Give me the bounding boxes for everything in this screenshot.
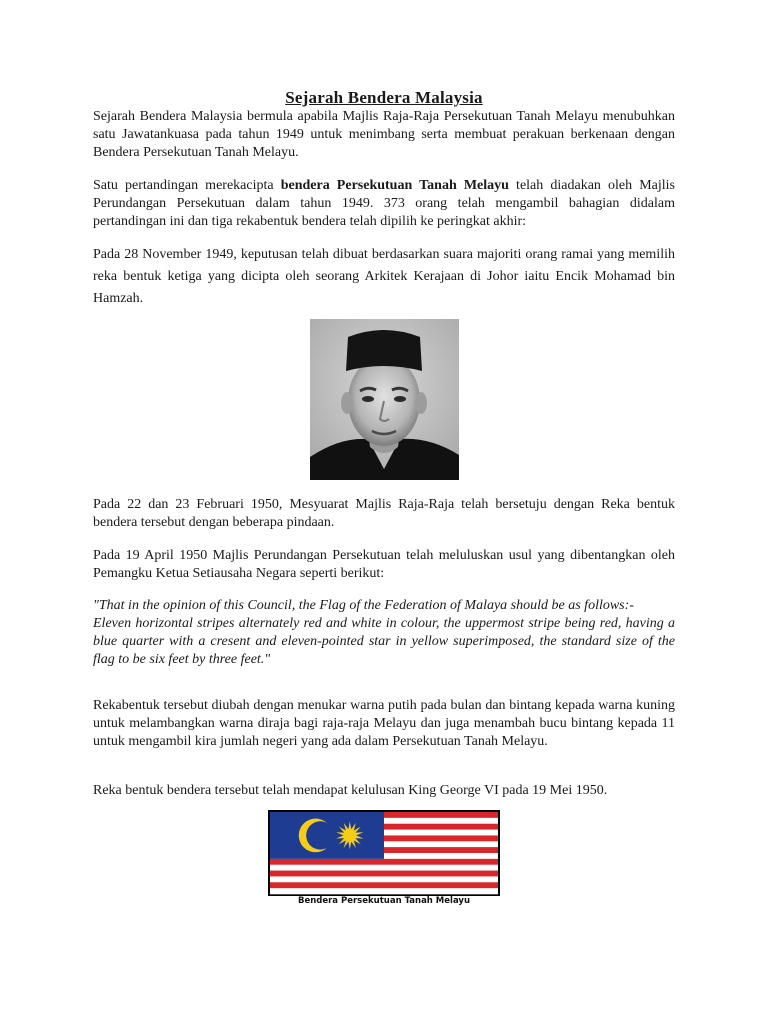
portrait-illustration [310,319,459,480]
paragraph-design-change: Rekabentuk tersebut diubah dengan menukar warna putih pada bulan dan bintang kepada warna kuning untuk melambangkan warna diraja bagi raja-raja Melayu dan juga menambah bucu bintang kepada 11 untuk mengambil kira jumlah negeri yang ada dalam Persekutuan Tanah Melayu. [93,698,675,749]
paragraph-approval: Pada 19 April 1950 Majlis Perundangan Persekutuan telah meluluskan usul yang dibentangkan oleh Pemangku Ketua Setiausaha Negara seperti berikut: [93,548,675,581]
council-quote [93,597,675,669]
paragraph-competition-end: telah diadakan oleh Majlis Perundangan Persekutuan dalam tahun 1949. 373 orang telah mengambil bahagian didalam pertandingan ini dan tiga rekabentuk bendera telah dipilih ke peringkat akhir: [93,178,675,229]
paragraph-decision: Pada 28 November 1949, keputusan telah dibuat berdasarkan suara majoriti orang ramai yang memilih reka bentuk ketiga yang dicipta oleh seorang Arkitek Kerajaan di Johor iaitu Encik Mohamad bin Hamzah. [93,247,675,306]
flag-stripe [270,865,498,871]
council-quote-line1: "That in the opinion of this Council, the Flag of the Federation of Malaya should be as follows:- [93,598,634,613]
paragraph-royal-approval: Reka bentuk bendera tersebut telah mendapat kelulusan King George VI pada 19 Mei 1950. [93,783,608,798]
flag-caption: Bendera Persekutuan Tanah Melayu [297,896,471,906]
council-quote-line2: Eleven horizontal stripes alternately red and white in colour, the uppermost stripe being red, having a blue quarter with a cresent and eleven-pointed star in yellow superimposed, the standard size of the flag to be six feet by three feet." [93,616,675,667]
paragraph-intro: Sejarah Bendera Malaysia bermula apabila Majlis Raja-Raja Persekutuan Tanah Melayu menubuhkan satu Jawatankuasa pada tahun 1949 untuk menimbang serta membuat perakuan berkenaan dengan Bendera Persekutuan Tanah Melayu. [93,109,675,160]
malaysia-flag [268,810,500,896]
flag-stripe [270,882,498,888]
paragraph-meeting: Pada 22 dan 23 Februari 1950, Mesyuarat Majlis Raja-Raja telah bersetuju dengan Reka bentuk bendera tersebut dengan beberapa pindaan. [93,497,675,530]
paragraph-competition [93,177,675,231]
flag-stripe [270,888,498,894]
page-title: Sejarah Bendera Malaysia [285,88,483,107]
flag-stripe [270,859,498,865]
flag-crescent-cutout [306,821,334,849]
portrait-photo [310,319,459,480]
flag-stripe [270,876,498,882]
flag-stripe [270,871,498,877]
paragraph-competition-bold: bendera Persekutuan Tanah Melayu [280,178,509,193]
paragraph-competition-start: Satu pertandingan merekacipta [93,178,281,193]
flag-illustration [268,810,500,896]
